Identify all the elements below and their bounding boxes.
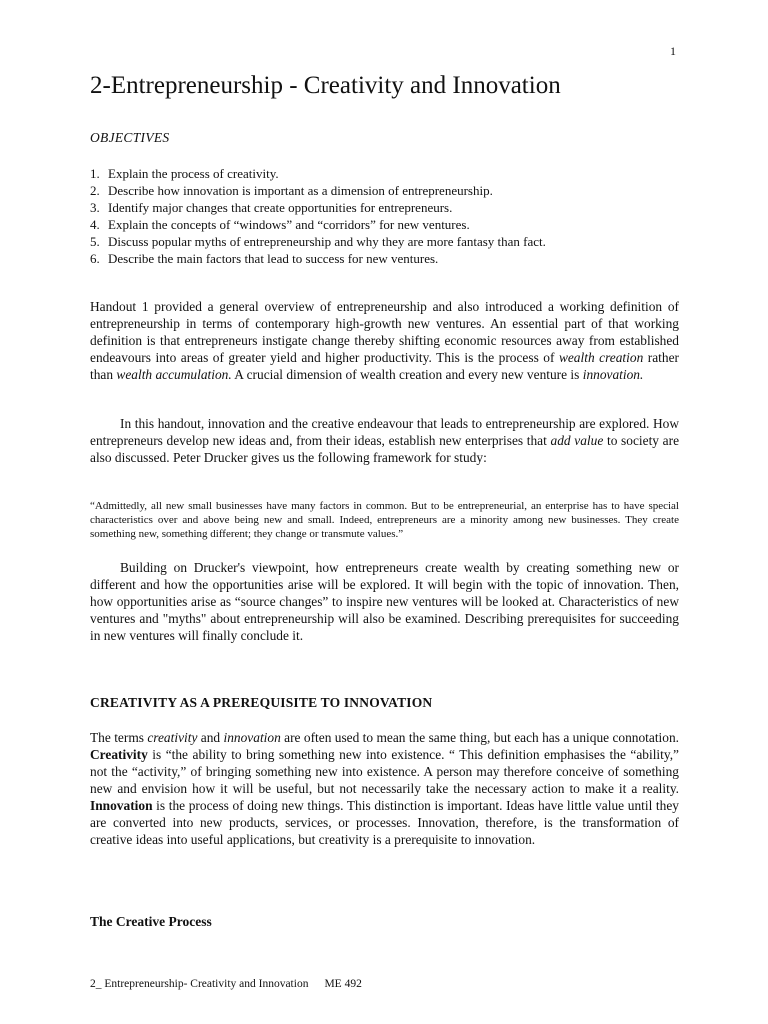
emphasis-add-value: add value (550, 433, 604, 448)
objective-item (90, 233, 546, 250)
objective-number: 5. (90, 234, 100, 249)
bold-creativity: Creativity (90, 747, 148, 762)
objective-text: Explain the concepts of “windows” and “corridors” for new ventures. (108, 217, 470, 232)
subsection-heading: The Creative Process (90, 914, 212, 929)
objectives-list (90, 165, 546, 267)
objective-item (90, 250, 546, 267)
objectives-heading: OBJECTIVES (90, 130, 170, 145)
handout-paragraph: In this handout, innovation and the creative endeavour that leads to entrepreneurship are explored. How entrepreneurs develop new ideas and, from their ideas, establish new enterprises that add value to society are also discussed. Peter Drucker gives us the following framework for study: (90, 416, 680, 465)
objective-number: 4. (90, 217, 100, 232)
objective-item (90, 199, 546, 216)
document-title: 2-Entrepreneurship - Creativity and Innovation (90, 72, 561, 99)
objective-item (90, 216, 546, 233)
bold-innovation: Innovation (90, 798, 153, 813)
objective-number: 2. (90, 183, 100, 198)
objective-text: Describe how innovation is important as a dimension of entrepreneurship. (108, 183, 493, 198)
objective-text: Identify major changes that create opportunities for entrepreneurs. (108, 200, 453, 215)
footer-title: 2_ Entrepreneurship- Creativity and Innovation (90, 978, 309, 990)
objective-item (90, 165, 546, 182)
creativity-paragraph: The terms creativity and innovation are often used to mean the same thing, but each has a unique connotation. Creativity is “the ability to bring something new into existence. “ This definition emphasises the “ability,” not the “activity,” of bringing something new into existence. A person may therefore conceive of something new and envision how it will be useful, but not necessarily take the necessary action to make it a reality. Innovation is the process of doing new things. This distinction is important. Ideas have little value until they are converted into new products, services, or processes. Innovation, therefore, is the transformation of creative ideas into useful applications, but creativity is a prerequisite to innovation. (90, 730, 680, 847)
emphasis-innovation-term: innovation (223, 730, 281, 745)
drucker-quote: “Admittedly, all new small businesses have many factors in common. But to be entrepreneurial, an enterprise has to have special characteristics over and above being new and small. Indeed, entrepreneurs are a minority among new businesses. They create something new, something different; they change or transmute values.” (90, 500, 679, 540)
objective-number: 6. (90, 251, 100, 266)
objective-number: 3. (90, 200, 100, 215)
drucker-paragraph: Building on Drucker's viewpoint, how entrepreneurs create wealth by creating something new or different and how the opportunities arise will be explored. It will begin with the topic of innovation. Then, how opportunities arise as “source changes” to inspire new ventures will be looked at. Characteristics of new ventures and "myths" about entrepreneurship will also be examined. Describing prerequisites for succeeding in new ventures will finally conclude it. (90, 560, 679, 643)
page-number: 1 (670, 44, 676, 58)
objective-text: Discuss popular myths of entrepreneurship and why they are more fantasy than fact. (108, 234, 546, 249)
objective-number: 1. (90, 166, 100, 181)
objective-text: Explain the process of creativity. (108, 166, 279, 181)
page-footer (90, 978, 362, 990)
footer-course: ME 492 (324, 978, 362, 990)
section-heading: CREATIVITY AS A PREREQUISITE TO INNOVATION (90, 695, 433, 710)
emphasis-wealth-accumulation: wealth accumulation. (116, 367, 232, 382)
objective-item (90, 182, 546, 199)
objective-text: Describe the main factors that lead to success for new ventures. (108, 251, 439, 266)
emphasis-innovation: innovation. (582, 367, 644, 382)
emphasis-creativity: creativity (147, 730, 198, 745)
intro-paragraph: Handout 1 provided a general overview of entrepreneurship and also introduced a working definition of entrepreneurship in terms of contemporary high-growth new ventures. An essential part of that working definition is that entrepreneurs instigate change thereby shifting economic resources away from established endeavours into areas of greater yield and higher productivity. This is the process of wealth creation rather than wealth accumulation. A crucial dimension of wealth creation and every new venture is innovation. (90, 299, 679, 382)
emphasis-wealth-creation: wealth creation (558, 350, 644, 365)
